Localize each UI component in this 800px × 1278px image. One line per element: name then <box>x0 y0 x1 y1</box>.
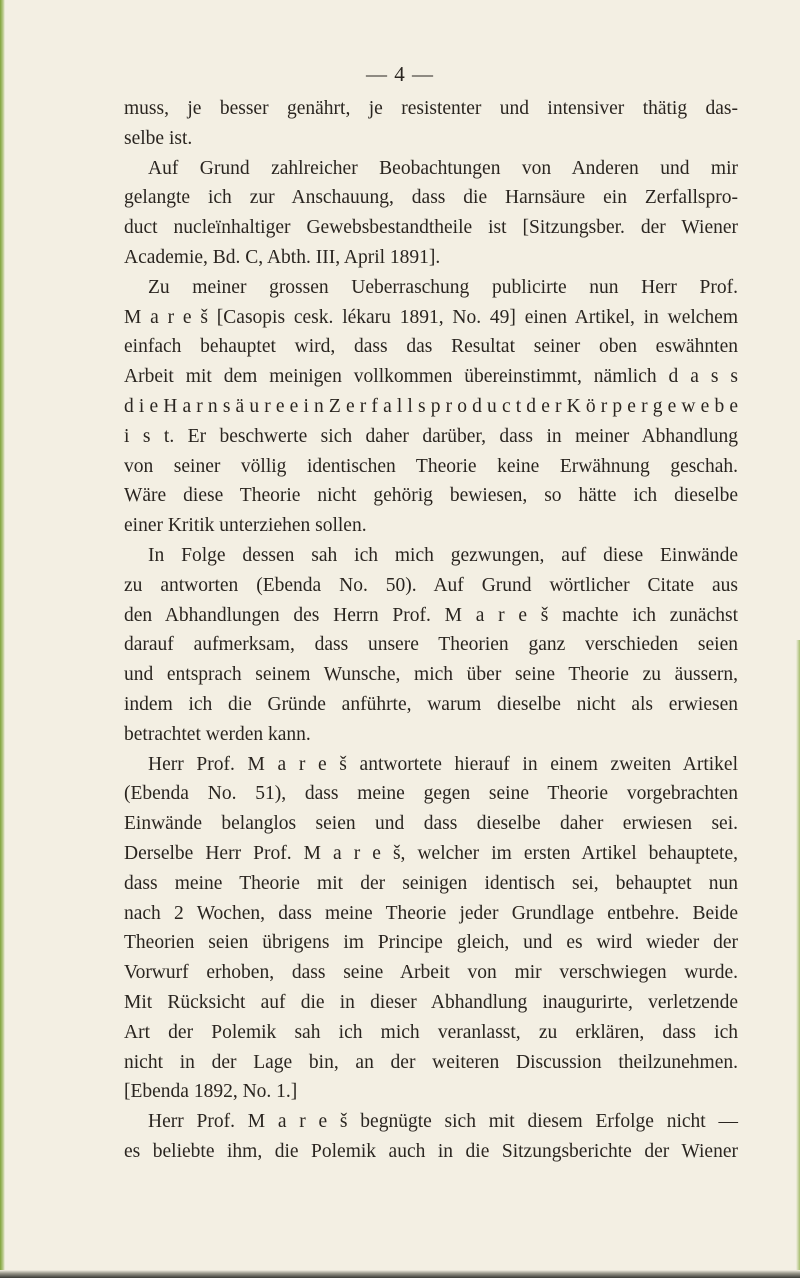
text-line: gelangte ich zur Anschauung, dass die Harnsäure ein Zerfallspro- <box>124 187 738 209</box>
page-bottom-edge <box>0 1270 800 1278</box>
page-left-edge <box>0 0 5 1278</box>
text-line: Zu meiner grossen Ueberraschung publicirte nun Herr Prof. <box>148 276 738 298</box>
text-line: Academie, Bd. C, Abth. III, April 1891]. <box>124 246 441 268</box>
text-line: Derselbe Herr Prof. M a r e š, welcher im ersten Artikel behauptete, <box>124 842 738 864</box>
text-line: indem ich die Gründe anführte, warum dieselbe nicht als erwiesen <box>124 693 738 715</box>
text-line: dass meine Theorie mit der seinigen identisch sei, behauptet nun <box>124 872 738 894</box>
text-line: Einwände belanglos seien und dass dieselbe daher erwiesen sei. <box>124 813 738 835</box>
text-line: In Folge dessen sah ich mich gezwungen, auf diese Einwände <box>148 544 738 566</box>
text-line: betrachtet werden kann. <box>124 723 311 745</box>
text-line: duct nucleïnhaltiger Gewebsbestandtheile ist [Sitzungsber. der Wiener <box>124 217 738 239</box>
text-line: Herr Prof. M a r e š begnügte sich mit diesem Erfolge nicht — <box>148 1111 738 1133</box>
text-line: darauf aufmerksam, dass unsere Theorien ganz verschieden seien <box>124 634 738 656</box>
text-line: Mit Rücksicht auf die in dieser Abhandlung inaugurirte, verletzende <box>124 991 738 1013</box>
text-line: nach 2 Wochen, dass meine Theorie jeder Grundlage entbehre. Beide <box>124 902 738 924</box>
text-line: es beliebte ihm, die Polemik auch in die Sitzungsberichte der Wiener <box>124 1140 738 1162</box>
page-number: — 4 — <box>366 62 434 86</box>
text-line: selbe ist. <box>124 127 193 149</box>
text-line: [Ebenda 1892, No. 1.] <box>124 1081 298 1103</box>
text-line: einer Kritik unterziehen sollen. <box>124 515 367 537</box>
text-line: Auf Grund zahlreicher Beobachtungen von Anderen und mir <box>148 157 738 179</box>
text-line: nicht in der Lage bin, an der weiteren Discussion theilzunehmen. <box>124 1051 738 1073</box>
page-right-edge <box>796 640 800 1278</box>
text-line: zu antworten (Ebenda No. 50). Auf Grund wörtlicher Citate aus <box>124 574 738 596</box>
text-line: muss, je besser genährt, je resistenter und intensiver thätig das- <box>124 98 738 119</box>
text-line: M a r e š [Casopis cesk. lékaru 1891, No. 49] einen Artikel, in welchem <box>124 306 738 328</box>
text-line: einfach behauptet wird, dass das Resultat seiner oben eswähnten <box>124 336 738 358</box>
text-line: Theorien seien übrigens im Principe gleich, und es wird wieder der <box>124 932 738 954</box>
text-line: den Abhandlungen des Herrn Prof. M a r e š machte ich zunächst <box>124 604 738 626</box>
text-line: (Ebenda No. 51), dass meine gegen seine Theorie vorgebrachten <box>124 783 738 805</box>
text-line: und entsprach seinem Wunsche, mich über seine Theorie zu äussern, <box>124 664 738 686</box>
text-line: von seiner völlig identischen Theorie keine Erwähnung geschah. <box>124 455 738 477</box>
text-line: i s t. Er beschwerte sich daher darüber, dass in meiner Abhandlung <box>124 425 738 447</box>
text-line: Vorwurf erhoben, dass seine Arbeit von mir verschwiegen wurde. <box>124 962 738 984</box>
body-text <box>124 94 738 1167</box>
text-line: Herr Prof. M a r e š antwortete hierauf in einem zweiten Artikel <box>148 753 738 775</box>
text-line: Art der Polemik sah ich mich veranlasst, zu erklären, dass ich <box>124 1021 738 1043</box>
text-line: d i e H a r n s ä u r e e i n Z e r f a l l s p r o d u c t d e r K ö r p e r g e w e b e <box>124 395 738 417</box>
text-line: Arbeit mit dem meinigen vollkommen übereinstimmt, nämlich d a s s <box>124 366 738 388</box>
text-line: Wäre diese Theorie nicht gehörig bewiesen, so hätte ich dieselbe <box>124 485 738 507</box>
